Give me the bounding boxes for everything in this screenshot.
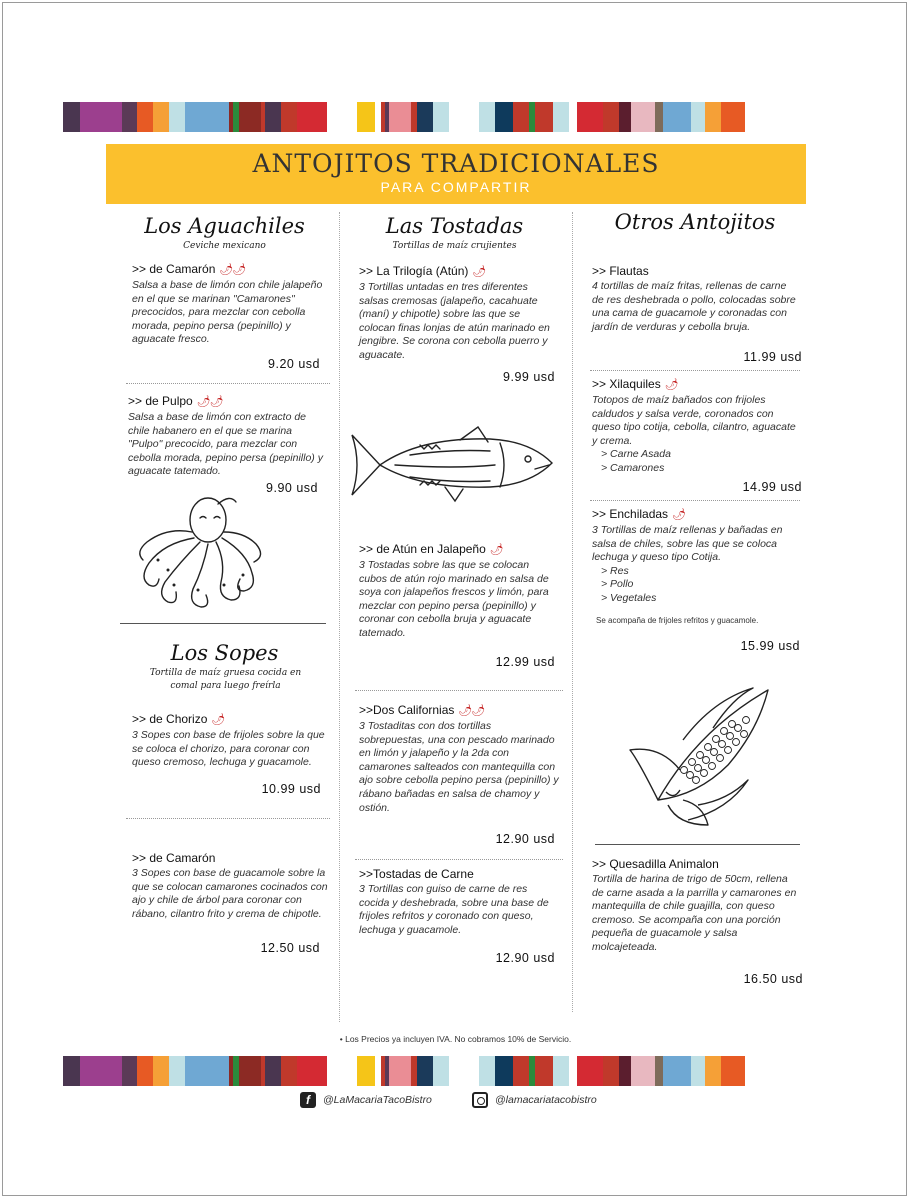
section-separator: [120, 623, 326, 624]
column-divider-right: [572, 212, 573, 1012]
stripe-segment: [553, 1056, 569, 1086]
stripe-segment: [327, 102, 357, 132]
item-separator: [355, 690, 563, 691]
item-price: 12.90 usd: [495, 951, 555, 965]
instagram-link[interactable]: [472, 1092, 597, 1108]
stripe-segment: [577, 102, 603, 132]
stripe-segment: [137, 1056, 153, 1086]
stripe-segment: [569, 1056, 577, 1086]
item-name: >> Flautas: [592, 264, 649, 278]
option-camarones: > Camarones: [601, 461, 665, 474]
stripe-segment: [663, 1056, 691, 1086]
stripe-segment: [479, 102, 495, 132]
item-description: Totopos de maíz bañados con frijoles caldudos y salsa verde, coronados con queso tipo cotija, cebolla, cilantro, aguacate y crema.: [592, 394, 796, 447]
stripe-segment: [691, 1056, 705, 1086]
facebook-icon: f: [300, 1092, 316, 1108]
item-price: 15.99 usd: [740, 639, 800, 653]
stripe-segment: [63, 102, 80, 132]
header-banner: [106, 144, 806, 204]
stripe-segment: [297, 1056, 327, 1086]
stripe-segment: [553, 102, 569, 132]
stripe-segment: [433, 1056, 449, 1086]
item-separator: [590, 500, 800, 501]
menu-item-dos-californias: [359, 703, 559, 815]
stripe-segment: [153, 1056, 169, 1086]
stripe-segment: [297, 102, 327, 132]
stripe-segment: [495, 1056, 513, 1086]
item-name: >> Xilaquiles: [592, 377, 661, 391]
menu-item-tostadas-carne: [359, 867, 559, 937]
stripe-segment: [239, 1056, 261, 1086]
option-carne-asada: > Carne Asada: [601, 448, 671, 461]
menu-item-camaron-aguachile: [132, 262, 328, 347]
option-res: > Res: [601, 564, 629, 577]
menu-item-pulpo: [128, 394, 324, 479]
section-title-sopes: Los Sopes: [170, 641, 279, 665]
item-name: >> de Atún en Jalapeño: [359, 542, 486, 556]
stripe-segment: [535, 102, 553, 132]
item-description: Salsa a base de limón con chile jalapeño en el que se marinan "Camarones" precocidos, para mezclar con cebolla morada, pepino persa (pepinillo) y aguacate fresco.: [132, 279, 323, 346]
stripe-segment: [577, 1056, 603, 1086]
item-description: 3 Sopes con base de frijoles sobre la que se coloca el chorizo, para coronar con queso cremoso, lechuga y guacamole.: [132, 729, 325, 769]
item-separator: [126, 818, 330, 819]
column-divider-left: [339, 212, 340, 1022]
octopus-illustration: [128, 490, 268, 615]
stripe-segment: [513, 1056, 529, 1086]
menu-item-chorizo: [132, 712, 328, 770]
item-description: 3 Tostaditas con dos tortillas sobrepuestas, una con pescado marinado en limón y jalapeño y la 2da con camarones salteados con mantequilla con ajo sobre cebolla pepino persa (pepinillo) y rábano bañadas en salsa de chamoy y ostión.: [359, 720, 559, 814]
section-title-tostadas: Las Tostadas: [385, 214, 524, 238]
tuna-illustration: [350, 425, 556, 505]
item-name: >> de Camarón: [132, 262, 216, 276]
chili-icon: 🌶: [489, 544, 503, 556]
section-subtitle-sopes: Tortilla de maíz gruesa cocida en comal para luego freírla: [149, 668, 302, 691]
item-description: 4 tortillas de maíz fritas, rellenas de carne de res deshebrada o pollo, colocadas sobre una cama de guacamole y coronadas con jardín de verduras y cebolla bruja.: [592, 280, 796, 333]
top-color-stripe: [63, 102, 848, 132]
stripe-segment: [631, 102, 655, 132]
item-description: 3 Sopes con base de guacamole sobre la que se colocan camarones cocinados con ajo y chile de árbol para coronar con rábano, cilantro frito y crema de chipotle.: [132, 867, 328, 920]
menu-item-camaron-sope: [132, 851, 328, 921]
facebook-link[interactable]: [300, 1092, 432, 1108]
stripe-segment: [169, 1056, 185, 1086]
stripe-segment: [265, 102, 281, 132]
stripe-segment: [80, 1056, 122, 1086]
stripe-segment: [603, 102, 619, 132]
item-name: >>Tostadas de Carne: [359, 867, 474, 881]
section-title-aguachiles: Los Aguachiles: [144, 214, 305, 238]
item-separator: [355, 859, 563, 860]
section-title-otros: Otros Antojitos: [614, 210, 776, 234]
stripe-segment: [185, 1056, 229, 1086]
chili-icon: 🌶: [211, 714, 225, 726]
item-description: Salsa a base de limón con extracto de chile habanero en el que se marina "Pulpo" precocido, para mezclar con cebolla morada, pepino persa (pepinillo) y aguacate tatemado.: [128, 411, 323, 478]
stripe-segment: [185, 102, 229, 132]
stripe-segment: [153, 102, 169, 132]
stripe-segment: [705, 102, 721, 132]
instagram-icon: [472, 1092, 488, 1108]
stripe-segment: [357, 1056, 375, 1086]
menu-item-enchiladas: [592, 507, 797, 625]
item-price: 10.99 usd: [261, 782, 321, 796]
stripe-segment: [619, 1056, 631, 1086]
item-price: 9.20 usd: [268, 357, 320, 371]
stripe-segment: [122, 102, 137, 132]
stripe-segment: [663, 102, 691, 132]
page-subtitle: PARA COMPARTIR: [380, 179, 532, 195]
item-description: Tortilla de harina de trigo de 50cm, rellena de carne asada a la parrilla y camarones en mantequilla de chile guajilla, con queso cremoso. Se acompaña con una porción pequeña de guacamole y salsa molcajeteada.: [592, 873, 797, 953]
stripe-segment: [281, 102, 297, 132]
stripe-segment: [281, 1056, 297, 1086]
item-separator: [126, 383, 330, 384]
stripe-segment: [327, 1056, 357, 1086]
stripe-segment: [655, 102, 663, 132]
stripe-segment: [513, 102, 529, 132]
item-note: Se acompaña de frijoles refritos y guacamole.: [596, 615, 759, 625]
stripe-segment: [569, 102, 577, 132]
stripe-segment: [122, 1056, 137, 1086]
item-name: >> de Camarón: [132, 851, 216, 865]
stripe-segment: [265, 1056, 281, 1086]
chili-icon: 🌶: [672, 509, 686, 521]
item-name: >> Quesadilla Animalon: [592, 857, 719, 871]
stripe-segment: [389, 1056, 411, 1086]
item-price: 9.99 usd: [503, 370, 555, 384]
chili-icon: 🌶🌶: [219, 264, 246, 276]
item-name: >> Enchiladas: [592, 507, 669, 521]
bottom-color-stripe: [63, 1056, 848, 1086]
item-description: 3 Tortillas de maíz rellenas y bañadas en salsa de chiles, sobre las que se coloca lechuga y queso tipo Cotija.: [592, 524, 783, 564]
stripe-segment: [479, 1056, 495, 1086]
stripe-segment: [449, 102, 479, 132]
item-description: 3 Tostadas sobre las que se colocan cubos de atún rojo marinado en salsa de soya con jalapeños frescos y limón, para mezclar con pepino persa (pepinillo) y coronar con cebolla bruja y aguacate tatemado.: [359, 559, 549, 639]
stripe-segment: [495, 102, 513, 132]
stripe-segment: [721, 1056, 745, 1086]
page-title: ANTOJITOS TRADICIONALES: [252, 149, 660, 178]
stripe-segment: [417, 102, 433, 132]
item-name: >> de Chorizo: [132, 712, 208, 726]
item-description: 3 Tortillas untadas en tres diferentes salsas cremosas (jalapeño, cacahuate (maní) y chipotle) sobre las que se colocan finas lonjas de atún marinado en jengibre. Se corona con cebolla puerro y aguacate.: [359, 281, 550, 361]
menu-item-quesadilla: [592, 857, 797, 955]
section-subtitle-tostadas: Tortillas de maíz crujientes: [392, 241, 517, 251]
menu-item-atun-jalapeno: [359, 542, 559, 641]
menu-item-flautas: [592, 264, 797, 334]
item-price: 14.99 usd: [742, 480, 802, 494]
menu-item-trilogia: [359, 264, 559, 363]
chili-icon: 🌶: [664, 379, 678, 391]
stripe-segment: [449, 1056, 479, 1086]
stripe-segment: [691, 102, 705, 132]
stripe-segment: [80, 102, 122, 132]
item-price: 12.50 usd: [260, 941, 320, 955]
stripe-segment: [603, 1056, 619, 1086]
stripe-segment: [63, 1056, 80, 1086]
option-vegetales: > Vegetales: [601, 591, 657, 604]
stripe-segment: [417, 1056, 433, 1086]
footer-note: • Los Precios ya incluyen IVA. No cobramos 10% de Servicio.: [339, 1034, 572, 1044]
item-price: 11.99 usd: [743, 350, 802, 364]
stripe-segment: [655, 1056, 663, 1086]
stripe-segment: [619, 102, 631, 132]
stripe-segment: [705, 1056, 721, 1086]
stripe-segment: [239, 102, 261, 132]
stripe-segment: [389, 102, 411, 132]
instagram-handle: @lamacariatacobistro: [495, 1094, 597, 1106]
item-name: >> La Trilogía (Atún): [359, 264, 469, 278]
item-name: >> de Pulpo: [128, 394, 193, 408]
item-price: 12.90 usd: [495, 832, 555, 846]
menu-item-xilaquiles: [592, 377, 797, 476]
stripe-segment: [137, 102, 153, 132]
stripe-segment: [357, 102, 375, 132]
chili-icon: 🌶🌶: [458, 705, 485, 717]
section-separator: [595, 844, 800, 845]
item-price: 16.50 usd: [743, 972, 803, 986]
section-subtitle-aguachiles: Ceviche mexicano: [183, 241, 266, 251]
stripe-segment: [169, 102, 185, 132]
stripe-segment: [631, 1056, 655, 1086]
chili-icon: 🌶🌶: [196, 396, 223, 408]
option-pollo: > Pollo: [601, 578, 634, 591]
facebook-handle: @LaMacariaTacoBistro: [323, 1094, 432, 1106]
item-name: >>Dos Californias: [359, 703, 455, 717]
item-separator: [590, 370, 800, 371]
corn-illustration: [628, 680, 778, 830]
chili-icon: 🌶: [472, 266, 486, 278]
item-description: 3 Tortillas con guiso de carne de res cocida y deshebrada, sobre una base de frijoles refritos y coronado con queso, lechuga y guacamole.: [359, 883, 549, 936]
stripe-segment: [721, 102, 745, 132]
item-price: 9.90 usd: [266, 481, 318, 495]
stripe-segment: [535, 1056, 553, 1086]
stripe-segment: [433, 102, 449, 132]
item-price: 12.99 usd: [495, 655, 555, 669]
